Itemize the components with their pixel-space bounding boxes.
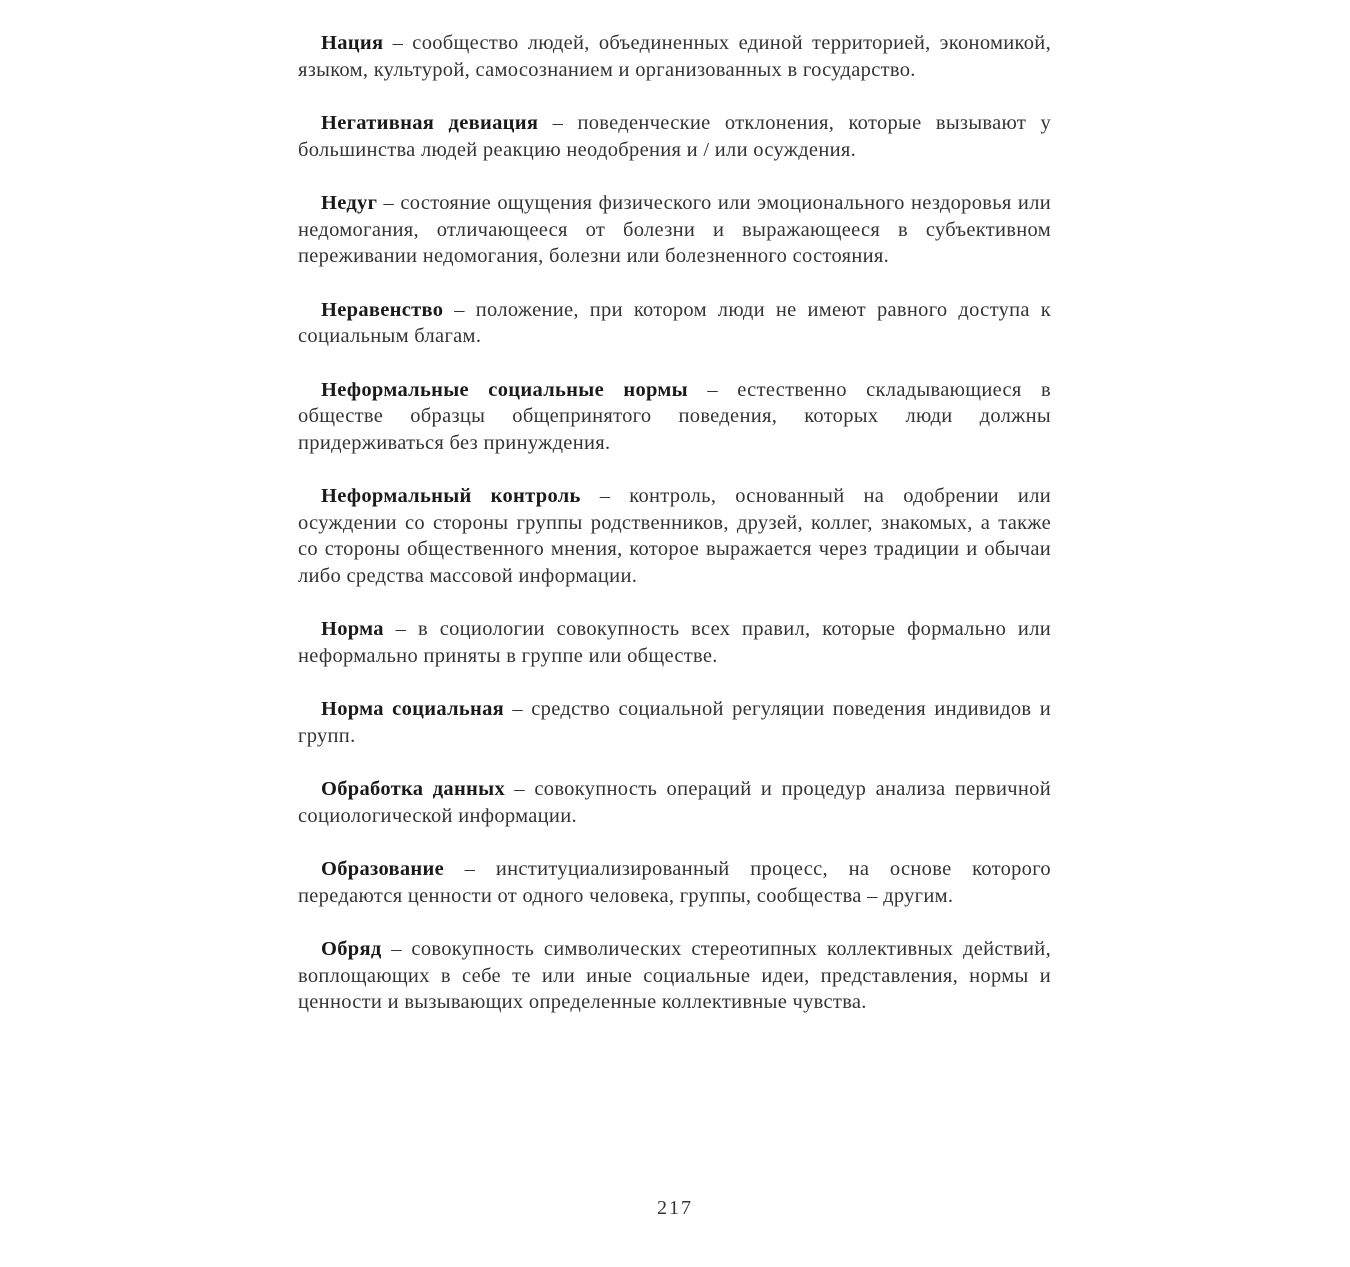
entry-definition: – поведенческие отклонения, которые вызывают у большинства людей реакцию неодобрения и / или осуждения. (298, 112, 1051, 161)
entry-term: Негативная девиация (321, 112, 539, 134)
glossary-entry-neravenstvo (298, 297, 1051, 350)
glossary-entry-natsiya (298, 30, 1051, 83)
entry-term: Обработка данных (321, 778, 506, 800)
glossary-entry-obrazovanie (298, 856, 1051, 909)
entry-term: Неформальные социальные нормы (321, 378, 688, 401)
entry-term: Неформальный контроль (321, 485, 581, 507)
entry-term: Неравенство (321, 298, 444, 321)
entry-definition: – положение, при котором люди не имеют равного доступа к социальным благам. (298, 298, 1051, 347)
glossary-entry-nedug (298, 190, 1051, 270)
entry-definition: – в социологии совокупность всех правил, которые формально или неформально приняты в группе или обществе. (298, 618, 1051, 667)
entry-term: Норма (321, 618, 384, 640)
entry-term: Нация (321, 32, 384, 54)
glossary-entry-neformalnye-normy (298, 377, 1051, 457)
entry-definition: – естественно складывающиеся в обществе образцы общепринятого поведения, которых люди должны придерживаться без принуждения. (298, 378, 1051, 454)
entry-definition: – совокупность символических стереотипных коллективных действий, воплощающих в себе те или иные социальные идеи, представления, нормы и ценности и вызывающих определенные коллективные чувства. (298, 938, 1051, 1013)
glossary-entry-norma-sotsialnaya (298, 696, 1051, 749)
entry-term: Обряд (321, 938, 382, 960)
entry-definition: – состояние ощущения физического или эмоционального нездоровья или недомогания, отличающееся от болезни и выражающееся в субъективном переживании недомогания, болезни или болезненного состояния. (298, 192, 1051, 267)
entry-definition: – средство социальной регуляции поведения индивидов и групп. (298, 698, 1051, 747)
entry-term: Недуг (321, 192, 378, 214)
entry-definition: – контроль, основанный на одобрении или осуждении со стороны группы родственников, друзей, коллег, знакомых, а также со стороны общественного мнения, которое выражается через традиции и обычаи либо средства массовой информации. (298, 485, 1051, 587)
entry-term: Норма социальная (321, 698, 505, 720)
entry-definition: – сообщество людей, объединенных единой территорией, экономикой, языком, культурой, самосознанием и организованных в государство. (298, 32, 1051, 81)
page-number: 217 (657, 1197, 693, 1219)
glossary-entry-obrabotka-dannykh (298, 776, 1051, 829)
glossary-entry-negativnaya-deviatsiya (298, 110, 1051, 163)
glossary-entry-norma (298, 616, 1051, 669)
entry-definition: – совокупность операций и процедур анализа первичной социологической информации. (298, 778, 1051, 827)
entry-definition: – институциализированный процесс, на основе которого передаются ценности от одного человека, группы, сообщества – другим. (298, 858, 1051, 907)
entry-term: Образование (321, 858, 445, 880)
glossary-entry-obryad (298, 936, 1051, 1016)
glossary-page (298, 30, 1051, 1043)
glossary-entry-neformalnyy-kontrol (298, 483, 1051, 589)
